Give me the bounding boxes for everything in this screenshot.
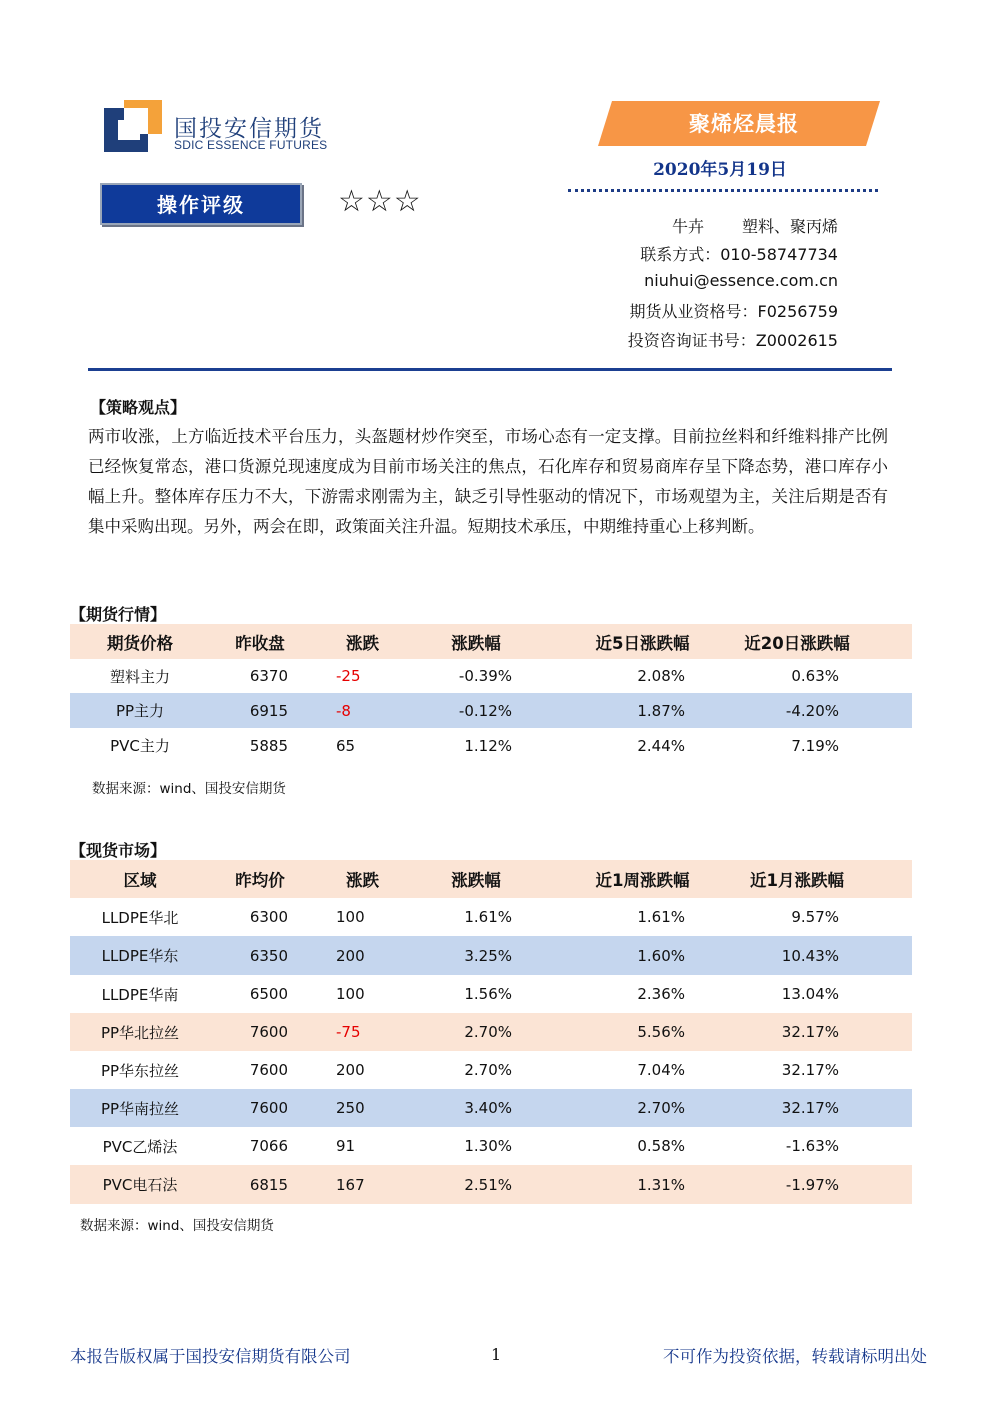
table-cell: 10.43% bbox=[781, 946, 839, 965]
table-cell: 3.25% bbox=[464, 946, 512, 965]
table-cell: 6815 bbox=[249, 1175, 288, 1194]
footer-disclaimer: 不可作为投资依据，转载请标明出处 bbox=[663, 1347, 927, 1366]
table-cell: 0.63% bbox=[791, 667, 839, 685]
header-rule bbox=[88, 368, 892, 371]
table-header-row bbox=[70, 860, 912, 898]
table-cell: 1.61% bbox=[464, 908, 512, 926]
table-cell: -0.12% bbox=[458, 701, 512, 720]
table-cell: 2.70% bbox=[464, 1023, 512, 1041]
analyst-line bbox=[672, 214, 838, 237]
table-cell: 1.12% bbox=[464, 736, 512, 755]
table-row bbox=[70, 936, 912, 975]
table-cell: 3.40% bbox=[464, 1099, 512, 1117]
spot-source: 数据来源：wind、国投安信期货 bbox=[80, 1218, 274, 1234]
table-row bbox=[70, 1165, 912, 1204]
table-cell: 7.04% bbox=[637, 1061, 685, 1079]
table-cell: 塑料主力 bbox=[109, 667, 170, 686]
table-cell: 6915 bbox=[249, 701, 288, 720]
table-cell: LLDPE华北 bbox=[101, 908, 179, 927]
table-cell: 7600 bbox=[249, 1099, 288, 1117]
report-title-banner bbox=[598, 101, 880, 146]
futures-table bbox=[70, 624, 912, 763]
table-cell: -0.39% bbox=[458, 667, 512, 685]
table-cell: -25 bbox=[336, 667, 361, 685]
table-row bbox=[70, 975, 912, 1013]
table-row bbox=[70, 1089, 912, 1127]
header-cell: 涨跌 bbox=[346, 871, 379, 890]
rating-stars-icon: ☆☆☆ bbox=[338, 184, 422, 219]
futures-source: 数据来源：wind、国投安信期货 bbox=[92, 781, 286, 797]
spot-title: 【现货市场】 bbox=[70, 841, 167, 860]
table-cell: 6500 bbox=[249, 985, 288, 1003]
table-cell: 2.08% bbox=[637, 667, 685, 685]
analyst-email[interactable]: niuhui@essence.com.cn bbox=[644, 271, 838, 290]
table-cell: 65 bbox=[336, 736, 356, 755]
table-cell: 200 bbox=[336, 1061, 365, 1079]
table-cell: 1.87% bbox=[637, 701, 685, 720]
page-number: 1 bbox=[491, 1345, 502, 1364]
footer-copyright: 本报告版权属于国投安信期货有限公司 bbox=[70, 1347, 351, 1366]
table-cell: -75 bbox=[336, 1023, 361, 1041]
table-cell: PVC主力 bbox=[110, 737, 170, 755]
table-cell: PP华北拉丝 bbox=[100, 1023, 180, 1042]
table-cell: PP主力 bbox=[115, 702, 165, 720]
table-cell: 2.36% bbox=[637, 985, 685, 1003]
header-cell: 涨跌幅 bbox=[451, 871, 501, 890]
table-row bbox=[70, 728, 912, 763]
table-cell: PVC电石法 bbox=[102, 1176, 178, 1194]
table-cell: 200 bbox=[336, 946, 365, 965]
table-cell: 6350 bbox=[249, 946, 288, 965]
table-cell: 32.17% bbox=[781, 1023, 839, 1041]
table-cell: -4.20% bbox=[785, 701, 839, 720]
company-name-en: SDIC ESSENCE FUTURES bbox=[174, 138, 328, 152]
analyst-license: 期货从业资格号：F0256759 bbox=[629, 302, 838, 321]
table-cell: -1.63% bbox=[785, 1137, 839, 1155]
company-logo bbox=[104, 100, 344, 156]
table-cell: 13.04% bbox=[781, 985, 839, 1003]
table-row bbox=[70, 898, 912, 936]
header-cell: 近5日涨跌幅 bbox=[595, 633, 690, 653]
report-title: 聚烯烃晨报 bbox=[689, 112, 799, 136]
table-cell: 100 bbox=[336, 908, 365, 926]
table-cell: 1.31% bbox=[637, 1175, 685, 1194]
table-cell: 7600 bbox=[249, 1023, 288, 1041]
table-cell: 7.19% bbox=[791, 736, 839, 755]
table-cell: 0.58% bbox=[637, 1137, 685, 1155]
table-cell: 2.70% bbox=[464, 1061, 512, 1079]
header-cell: 近20日涨跌幅 bbox=[744, 633, 850, 653]
table-cell: LLDPE华南 bbox=[101, 985, 179, 1004]
analyst-field: 塑料、聚丙烯 bbox=[741, 217, 838, 236]
table-row bbox=[70, 1051, 912, 1089]
table-cell: LLDPE华东 bbox=[101, 947, 179, 965]
dotted-divider bbox=[568, 189, 878, 192]
table-cell: 250 bbox=[336, 1099, 365, 1117]
table-header-row bbox=[70, 624, 912, 659]
table-cell: 1.61% bbox=[637, 908, 685, 926]
spot-table bbox=[70, 860, 912, 1204]
table-cell: 7600 bbox=[249, 1061, 288, 1079]
analyst-contact: 联系方式：010-58747734 bbox=[640, 245, 838, 264]
table-cell: 1.60% bbox=[637, 946, 685, 965]
table-cell: 5.56% bbox=[637, 1023, 685, 1041]
table-cell: -1.97% bbox=[785, 1175, 839, 1194]
header-cell: 涨跌 bbox=[346, 633, 379, 653]
table-cell: 6300 bbox=[249, 908, 288, 926]
futures-title: 【期货行情】 bbox=[70, 605, 167, 624]
table-cell: 91 bbox=[336, 1137, 356, 1155]
table-cell: 100 bbox=[336, 985, 365, 1003]
table-cell: 9.57% bbox=[791, 908, 839, 926]
analyst-advisory: 投资咨询证书号：Z0002615 bbox=[627, 331, 838, 350]
table-cell: 32.17% bbox=[781, 1061, 839, 1079]
table-cell: 2.44% bbox=[637, 736, 685, 755]
table-cell: PP华南拉丝 bbox=[100, 1099, 180, 1118]
table-cell: 7066 bbox=[249, 1137, 288, 1155]
table-cell: 2.70% bbox=[637, 1099, 685, 1117]
analyst-name: 牛卉 bbox=[671, 217, 704, 236]
strategy-title: 【策略观点】 bbox=[90, 398, 187, 417]
table-cell: 167 bbox=[336, 1175, 365, 1194]
table-cell: 1.30% bbox=[464, 1137, 512, 1155]
rating-label: 操作评级 bbox=[100, 183, 302, 225]
table-row bbox=[70, 693, 912, 728]
table-cell: 6370 bbox=[249, 667, 288, 685]
table-cell: 1.56% bbox=[464, 985, 512, 1003]
table-cell: PVC乙烯法 bbox=[102, 1137, 178, 1156]
strategy-text: 两市收涨，上方临近技术平台压力，头盔题材炒作突至，市场心态有一定支撑。目前拉丝料和纤维料排产比例已经恢复常态，港口货源兑现速度成为目前市场关注的焦点，石化库存和贸易商库存呈下降态势，港口库存小幅上升。整体库存压力不大，下游需求刚需为主，缺乏引导性驱动的情况下，市场观望为主，关注后期是否有集中采购出现。另外，两会在即，政策面关注升温。短期技术承压，中期维持重心上移判断。 bbox=[88, 427, 888, 536]
logo-mark-icon bbox=[104, 100, 162, 152]
table-row bbox=[70, 659, 912, 693]
table-cell: PP华东拉丝 bbox=[100, 1061, 180, 1080]
company-name-cn: 国投安信期货 bbox=[174, 116, 324, 142]
table-cell: 32.17% bbox=[781, 1099, 839, 1117]
table-row bbox=[70, 1013, 912, 1051]
header-cell: 近1月涨跌幅 bbox=[750, 871, 844, 890]
table-row bbox=[70, 1127, 912, 1165]
report-date: 2020年5月19日 bbox=[653, 160, 787, 180]
table-cell: 2.51% bbox=[464, 1175, 512, 1194]
header-cell: 区域 bbox=[123, 871, 157, 890]
header-cell: 近1周涨跌幅 bbox=[595, 871, 690, 890]
table-cell: -8 bbox=[336, 701, 351, 720]
header-cell: 昨收盘 bbox=[235, 633, 285, 653]
table-cell: 5885 bbox=[249, 736, 288, 755]
header-cell: 涨跌幅 bbox=[451, 633, 501, 653]
header-cell: 期货价格 bbox=[107, 633, 173, 653]
header-cell: 昨均价 bbox=[235, 871, 285, 890]
